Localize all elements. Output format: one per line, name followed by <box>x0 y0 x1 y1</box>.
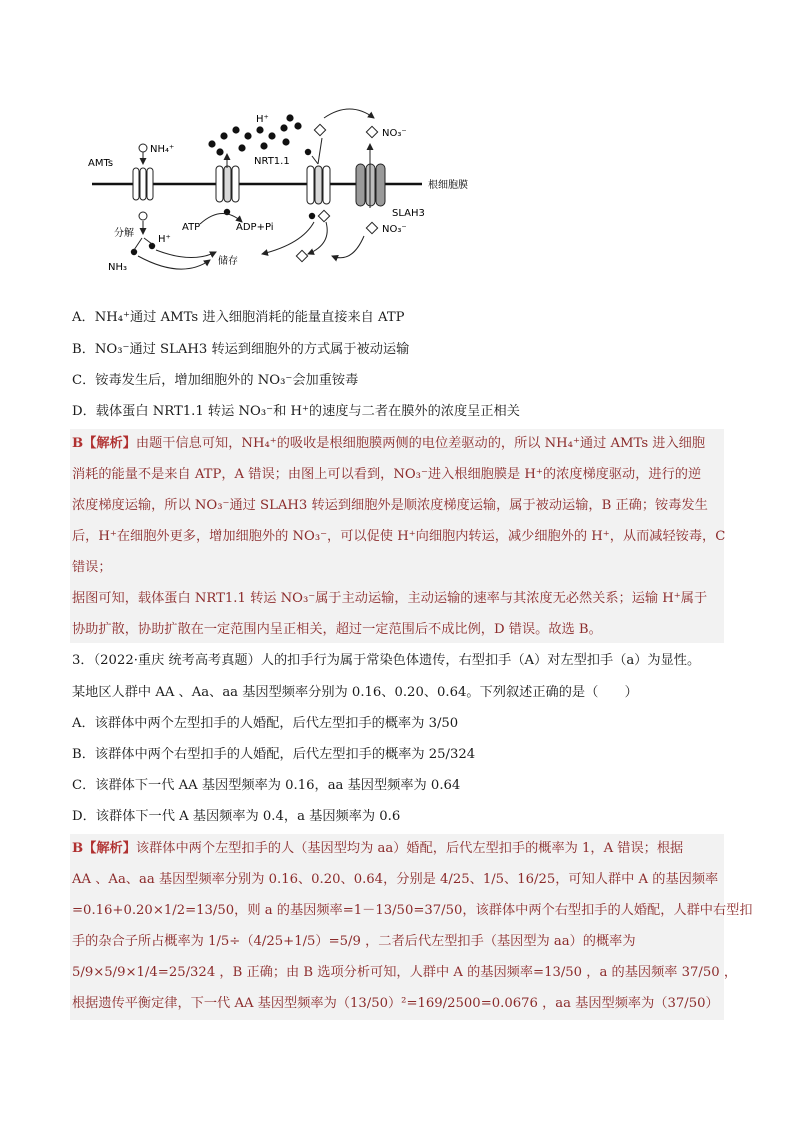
nh4-label: NH₄⁺ <box>150 144 175 155</box>
q3-option-c: C．该群体下一代 AA 基因型频率为 0.16，aa 基因型频率为 0.64 <box>72 778 461 793</box>
q3-answer-line-1 <box>72 840 683 858</box>
membrane-transport-diagram <box>82 104 482 280</box>
no3-cycle-arrow-top <box>324 109 374 118</box>
q2-answer-line-1 <box>72 435 705 453</box>
no3-cycle-arrow-bottom <box>332 236 364 258</box>
no3-diamond-top <box>366 126 377 137</box>
q2-option-b: B．NO₃⁻通过 SLAH3 转运到细胞外的方式属于被动运输 <box>72 342 410 357</box>
nrt-h-dot-out <box>305 149 311 155</box>
q3-stem-line-2: 某地区人群中 AA 、Aa、aa 基因型频率分别为 0.16、0.20、0.64。下列叙述正确的是（ ） <box>72 685 638 700</box>
amts-label: AMTs <box>88 158 114 169</box>
q2-option-c: C．铵毒发生后，增加细胞外的 NO₃⁻会加重铵毒 <box>72 373 359 388</box>
q3-option-b: B．该群体中两个右型扣手的人婚配，后代左型扣手的概率为 25/324 <box>72 747 476 762</box>
nrt11-label: NRT1.1 <box>254 156 290 167</box>
amts-channel <box>133 168 153 200</box>
q3-answer-line-6: 根据遗传平衡定律，下一代 AA 基因型频率为（13/50）²=169/2500=0.0676 ，aa 基因型频率为（37/50） <box>72 996 719 1011</box>
h-label-top: H⁺ <box>256 114 269 125</box>
split-line-2 <box>144 238 152 244</box>
h-label-bottom: H⁺ <box>158 234 171 245</box>
slah3-label: SLAH3 <box>392 208 425 219</box>
q3-answer-text-1: 该群体中两个左型扣手的人（基因型均为 aa）婚配，后代左型扣手的概率为 1，A 错误；根据 <box>135 841 684 856</box>
q3-answer-line-4: 手的杂合子所占概率为 1/5÷（4/25+1/5）=5/9 ，二者后代左型扣手（基因型为 aa）的概率为 <box>72 934 636 949</box>
nrt-no3-diamond-out <box>314 124 325 135</box>
q2-answer-block <box>70 429 724 643</box>
q3-answer-line-2: AA 、Aa、aa 基因型频率分别为 0.16、0.20、0.64，分别是 4/25、1/5、16/25，可知人群中 A 的基因频率 <box>72 872 719 887</box>
q2-answer-line-3: 浓度梯度运输，所以 NO₃⁻通过 SLAH3 转运到细胞外是顺浓度梯度运输，属于被动运输，B 正确；铵毒发生 <box>72 498 708 513</box>
no3-label-top: NO₃⁻ <box>382 128 407 139</box>
nh3-label: NH₃ <box>108 262 128 273</box>
no3-label-bottom: NO₃⁻ <box>382 224 407 235</box>
q3-answer-line-5: 5/9×5/9×1/4=25/324 ，B 正确；由 B 选项分析可知，人群中 A 的基因频率=13/50 ，a 的基因频率 37/50 ， <box>72 965 738 980</box>
nh4-circle-in <box>139 212 147 220</box>
nrt11-transporter <box>307 166 330 204</box>
q2-answer-line-5: 错误； <box>72 560 112 575</box>
split-line-1 <box>134 238 142 250</box>
q2-option-a: A．NH₄⁺通过 AMTs 进入细胞消耗的能量直接来自 ATP <box>72 310 405 325</box>
q2-answer-line-6: 据图可知，载体蛋白 NRT1.1 转运 NO₃⁻属于主动运输，主动运输的速率与其浓度无必然关系；运输 H⁺属于 <box>72 591 708 606</box>
adp-label: ADP+Pi <box>236 222 274 233</box>
h-atpase-pump <box>216 166 239 202</box>
q3-answer-line-3: =0.16+0.20×1/2=13/50，则 a 的基因频率=1－13/50=37/50，该群体中两个右型扣手的人婚配，人群中右型扣 <box>72 903 753 918</box>
q2-answer-line-7: 协助扩散，协助扩散在一定范围内呈正相关，超过一定范围后不成比例，D 错误。故选 B。 <box>72 622 602 637</box>
q2-answer-text-1: 由题干信息可知，NH₄⁺的吸收是根细胞膜两侧的电位差驱动的，所以 NH₄⁺通过 AMTs 进入细胞 <box>135 436 706 451</box>
nrt-y-left <box>312 156 318 164</box>
h-ion-cluster <box>208 114 301 155</box>
q2-answer-lead: B【解析】 <box>72 436 136 451</box>
nrt-y-right <box>318 138 322 164</box>
q3-option-a: A．该群体中两个左型扣手的人婚配，后代左型扣手的概率为 3/50 <box>72 716 459 731</box>
q3-answer-block <box>70 834 753 1020</box>
q2-option-d: D．载体蛋白 NRT1.1 转运 NO₃⁻和 H⁺的速度与二者在膜外的浓度呈正相关 <box>72 404 520 419</box>
fenjie-label: 分解 <box>114 228 134 239</box>
nh4-circle-out <box>139 144 147 152</box>
no3-diamond-bottom <box>366 222 377 233</box>
q2-answer-line-2: 消耗的能量不是来自 ATP，A 错误；由图上可以看到，NO₃⁻进入根细胞膜是 H⁺的浓度梯度驱动，进行的逆 <box>72 467 702 482</box>
h-to-storage-arrow <box>156 250 216 258</box>
q3-answer-lead: B【解析】 <box>72 841 136 856</box>
chucun-label: 储存 <box>218 256 238 267</box>
nrt-no3-diamond-in <box>318 210 329 221</box>
membrane-label: 根细胞膜 <box>428 180 468 191</box>
nh3-to-storage-arrow <box>138 256 210 269</box>
q2-answer-line-4: 后，H⁺在细胞外更多，增加细胞外的 NO₃⁻，可以促使 H⁺向细胞内转运，减少细胞外的 H⁺，从而减轻铵毒，C <box>72 529 726 544</box>
nrt-h-dot-in <box>309 213 315 219</box>
q3-option-d: D．该群体下一代 A 基因频率为 0.4，a 基因频率为 0.6 <box>72 809 401 824</box>
atp-label: ATP <box>182 222 201 233</box>
q3-stem-line-1: 3．（2022·重庆 统考高考真题）人的扣手行为属于常染色体遗传，右型扣手（A）对左型扣手（a）为显性。 <box>72 653 701 668</box>
no3-diamond-cytosol <box>296 250 307 261</box>
